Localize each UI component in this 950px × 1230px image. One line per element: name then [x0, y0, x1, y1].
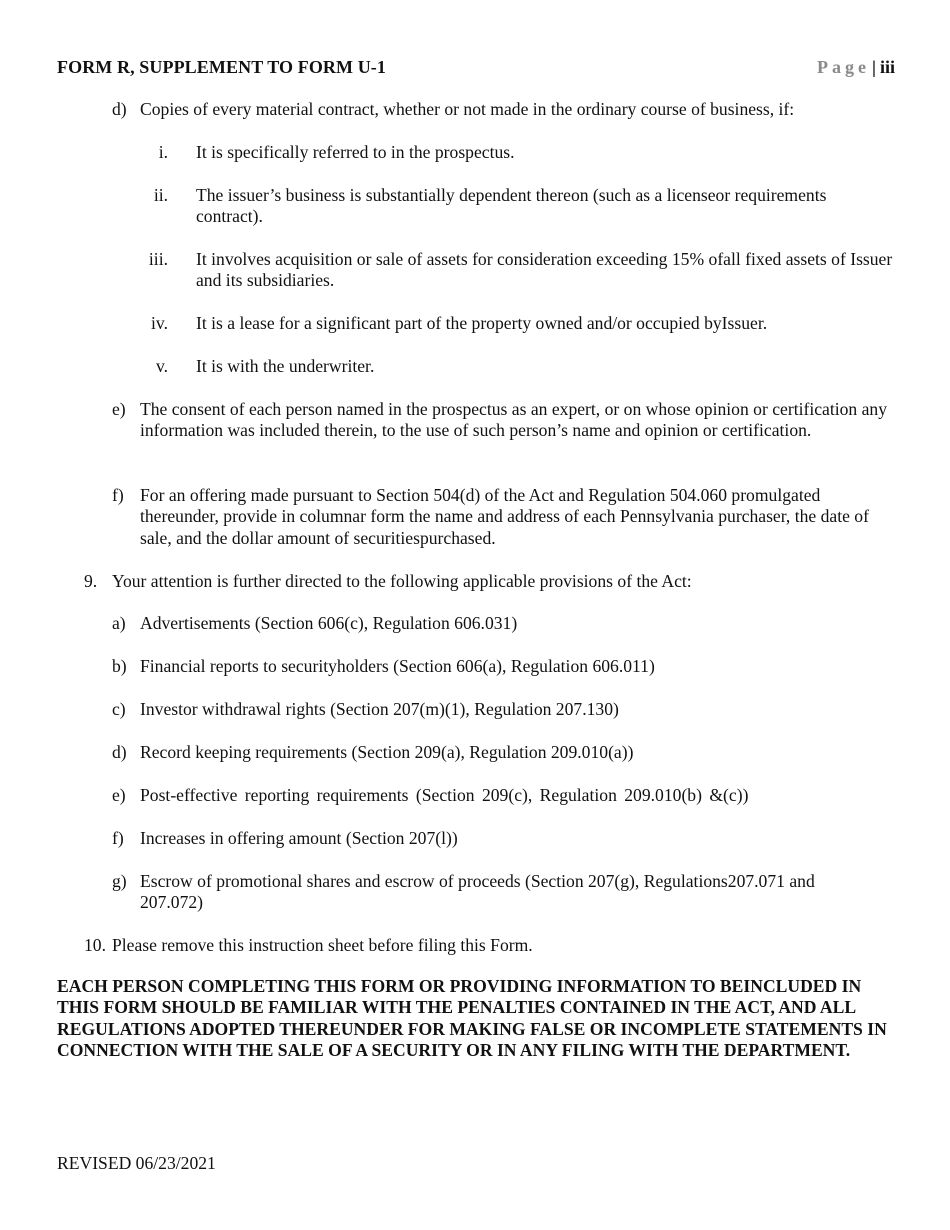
provision-f-marker: f): [112, 828, 124, 848]
page-number-value: iii: [879, 57, 895, 77]
item-9-marker: 9.: [84, 571, 98, 591]
provision-c-marker: c): [112, 699, 126, 719]
item-9-text: Your attention is further directed to the following applicable provisions of the Act:: [112, 571, 692, 591]
page-number: [817, 57, 895, 78]
revision-date: REVISED 06/23/2021: [57, 1153, 216, 1173]
item-10-marker: 10.: [84, 935, 106, 955]
subitem-ii-marker: ii.: [153, 185, 168, 205]
provision-e-marker: e): [112, 785, 126, 805]
provision-g-marker: g): [112, 871, 127, 891]
item-f-text: For an offering made pursuant to Section 504(d) of the Act and Regulation 504.060 promulgated thereunder, provide in columnar form the name and address of each Pennsylvania purchaser, the date of sale, and the dollar amount of securitiespurchased.: [140, 485, 869, 548]
item-e-marker: e): [112, 399, 126, 419]
item-e-text: The consent of each person named in the prospectus as an expert, or on whose opinion or certification any information was included therein, to the use of such person’s name and opinion or certification.: [140, 399, 888, 441]
subitem-i-text: It is specifically referred to in the prospectus.: [196, 142, 515, 162]
subitem-i-marker: i.: [158, 142, 168, 162]
subitem-ii-text: The issuer’s business is substantially dependent thereon (such as a licenseor requirements contract).: [196, 185, 827, 227]
provision-e-text: Post-effective reporting requirements (Section 209(c), Regulation 209.010(b) &(c)): [140, 785, 749, 805]
item-f-marker: f): [112, 485, 124, 505]
provision-b-text: Financial reports to securityholders (Section 606(a), Regulation 606.011): [140, 656, 655, 676]
form-title: FORM R, SUPPLEMENT TO FORM U-1: [57, 57, 387, 77]
subitem-iii-marker: iii.: [148, 249, 168, 269]
provision-d-marker: d): [112, 742, 127, 762]
subitem-iv-text: It is a lease for a significant part of the property owned and/or occupied byIssuer.: [196, 313, 768, 333]
page-separator: |: [872, 57, 876, 77]
provision-f-text: Increases in offering amount (Section 207(l)): [140, 828, 458, 848]
provision-g-text: Escrow of promotional shares and escrow of proceeds (Section 207(g), Regulations207.071 and 207.072): [140, 871, 815, 913]
subitem-iv-marker: iv.: [151, 313, 168, 333]
provision-a-marker: a): [112, 613, 126, 633]
subitem-v-text: It is with the underwriter.: [196, 356, 375, 376]
provision-c-text: Investor withdrawal rights (Section 207(m)(1), Regulation 207.130): [140, 699, 619, 719]
page-label: Page: [817, 57, 871, 77]
provision-d-text: Record keeping requirements (Section 209(a), Regulation 209.010(a)): [140, 742, 634, 762]
item-d-text: Copies of every material contract, whether or not made in the ordinary course of business, if:: [140, 99, 795, 119]
subitem-iii-text: It involves acquisition or sale of assets for consideration exceeding 15% ofall fixed assets of Issuer and its subsidiaries.: [196, 249, 893, 291]
penalty-warning: EACH PERSON COMPLETING THIS FORM OR PROVIDING INFORMATION TO BEINCLUDED IN THIS FORM SHOULD BE FAMILIAR WITH THE PENALTIES CONTAINED IN THE ACT, AND ALL REGULATIONS ADOPTED THEREUNDER FOR MAKING FALSE OR INCOMPLETE STATEMENTS IN CONNECTION WITH THE SALE OF A SECURITY OR IN ANY FILING WITH THE DEPARTMENT.: [57, 976, 887, 1060]
provision-a-text: Advertisements (Section 606(c), Regulation 606.031): [140, 613, 518, 633]
item-10-text: Please remove this instruction sheet before filing this Form.: [112, 935, 533, 955]
provision-b-marker: b): [112, 656, 127, 676]
subitem-v-marker: v.: [155, 356, 168, 376]
item-d-marker: d): [112, 99, 127, 119]
